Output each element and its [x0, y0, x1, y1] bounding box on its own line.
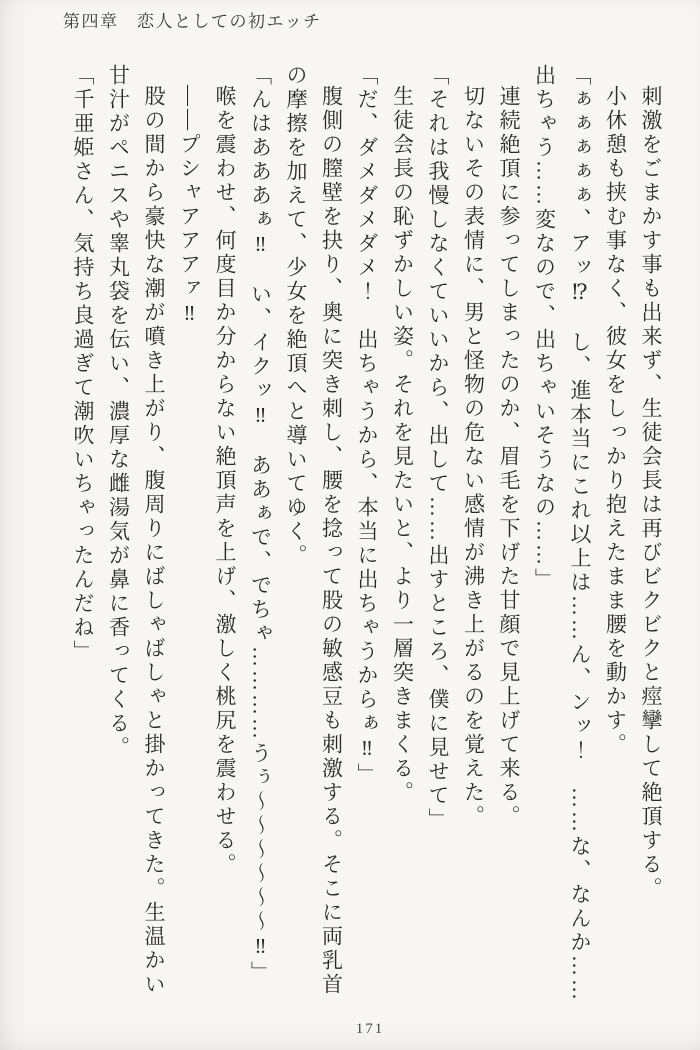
text-paragraph: ――プシャアアアァ‼ — [177, 85, 202, 328]
text-paragraph: 「それは我慢しなくていいから、出して……出すところ、僕に見せて」 — [426, 64, 450, 832]
text-paragraph: 刺激をごまかす事も出来ず、生徒会長は再びビクビクと痙攣して絶頂する。 — [639, 85, 663, 901]
text-paragraph: 腹側の膣壁を抉り、奥に突き刺し、腰を捻って股の敏感豆も刺激する。そこに両乳首の摩擦を加えて、少女を絶頂へと導いてゆく。 — [284, 64, 344, 997]
text-paragraph: 「だ、ダメダメダメ！ 出ちゃうから、本当に出ちゃうからぁ‼」 — [355, 64, 379, 787]
text-paragraph: 股の間から豪快な潮が噴き上がり、腹周りにばしゃばしゃと掛かってきた。生温かい甘汁がペニスや睾丸袋を伝い、濃厚な雌湯気が鼻に香ってくる。 — [106, 64, 166, 997]
text-paragraph: 「ぁぁぁぁぁ、アッ⁉ し、進本当にこれ以上は……ん、ンッ！ ……な、なんか……出ちゃう……変なので、出ちゃいそうなの……」 — [532, 64, 592, 1003]
chapter-header: 第四章 恋人としての初エッチ — [63, 12, 322, 31]
text-paragraph: 喉を震わせ、何度目か分からない絶頂声を上げ、激しく桃尻を震わせる。 — [213, 85, 237, 877]
text-paragraph: 生徒会長の恥ずかしい姿。それを見たいと、より一層突きまくる。 — [390, 85, 415, 805]
text-paragraph: 「千亜姫さん、気持ち良過ぎて潮吹いちゃったんだね」 — [71, 64, 95, 664]
vertical-text-block — [56, 64, 668, 1012]
text-paragraph: 連続絶頂に参ってしまったのか、眉毛を下げた甘顔で見上げて来る。 — [497, 85, 521, 829]
text-paragraph: 小休憩も挟む事なく、彼女をしっかり抱えたまま腰を動かす。 — [603, 85, 628, 757]
text-paragraph: 「んはあああぁ‼ い、イクッ‼ ああぁで、でちゃ…………うぅ〜〜〜〜〜〜‼」 — [248, 64, 273, 985]
text-paragraph: 切ないその表情に、男と怪物の危ない感情が沸き上がるのを覚えた。 — [461, 85, 486, 829]
page-number: 171 — [355, 1021, 385, 1037]
